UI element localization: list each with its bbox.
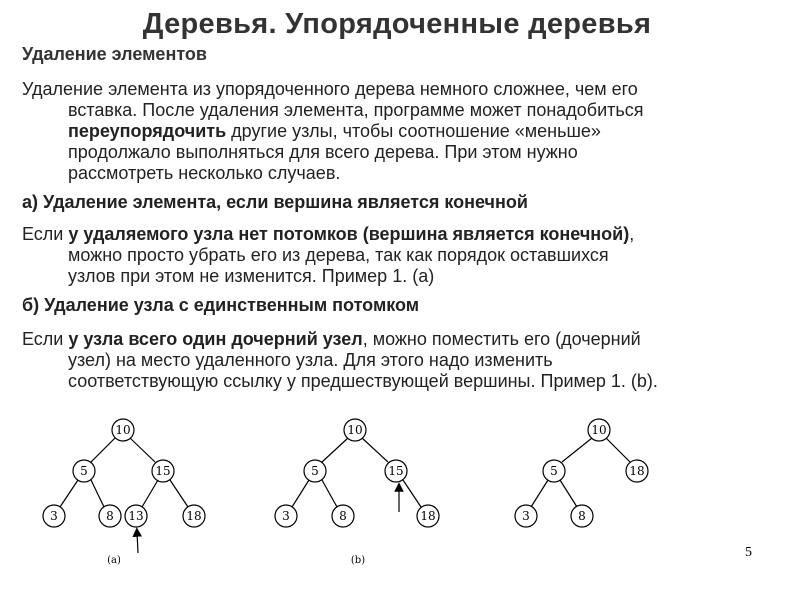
tree-node — [588, 419, 610, 441]
tree-node — [571, 505, 593, 527]
section-b-paragraph — [22, 329, 782, 392]
tree-node — [125, 505, 147, 527]
slide-subtitle: Удаление элементов — [22, 44, 207, 64]
section-a-line: узлов при этом не изменится. Пример 1. (а) — [68, 266, 435, 286]
svg-text:8: 8 — [106, 509, 114, 523]
tree-b-caption: (b) — [350, 555, 366, 566]
section-b-emphasis: у узла всего один дочерний узел — [68, 329, 363, 349]
intro-line: продолжало выполняться для всего дерева. При этом нужно — [68, 142, 578, 162]
intro-paragraph — [22, 79, 782, 184]
section-b-heading: б) Удаление узла с единственным потомком — [22, 295, 420, 315]
tree-node — [304, 460, 326, 482]
section-a-line: можно просто убрать его из дерева, так как порядок оставшихся — [68, 245, 609, 265]
tree-node — [543, 460, 565, 482]
tree-node — [515, 505, 537, 527]
tree-node — [385, 460, 407, 482]
svg-text:3: 3 — [282, 509, 290, 523]
tree-node — [43, 505, 65, 527]
svg-text:3: 3 — [522, 509, 530, 523]
svg-text:8: 8 — [339, 509, 347, 523]
tree-node — [344, 419, 366, 441]
page-number: 5 — [745, 545, 752, 560]
svg-text:18: 18 — [629, 464, 645, 478]
tree-a — [43, 419, 205, 566]
intro-line: рассмотреть несколько случаев. — [68, 163, 341, 183]
tree-figure — [0, 390, 794, 590]
tree-c — [515, 419, 648, 527]
intro-line: вставка. После удаления элемента, программе может понадобиться — [68, 100, 644, 120]
svg-text:8: 8 — [578, 509, 586, 523]
tree-node — [73, 460, 95, 482]
tree-node — [112, 419, 134, 441]
svg-text:5: 5 — [550, 464, 558, 478]
section-a-line: Если у удаляемого узла нет потомков (вершина является конечной), — [22, 224, 635, 244]
intro-line: переупорядочить другие узлы, чтобы соотношение «меньше» — [68, 121, 601, 141]
tree-node — [275, 505, 297, 527]
svg-text:10: 10 — [115, 423, 131, 437]
svg-text:18: 18 — [420, 509, 436, 523]
slide-title: Деревья. Упорядоченные деревья — [142, 8, 652, 40]
svg-text:3: 3 — [50, 509, 58, 523]
tree-node — [99, 505, 121, 527]
svg-text:10: 10 — [347, 423, 363, 437]
svg-text:18: 18 — [186, 509, 202, 523]
svg-text:10: 10 — [591, 423, 607, 437]
tree-b — [275, 419, 439, 566]
svg-text:5: 5 — [311, 464, 319, 478]
tree-node — [417, 505, 439, 527]
tree-a-caption: (a) — [107, 555, 121, 566]
section-a-emphasis: у удаляемого узла нет потомков (вершина является конечной) — [68, 224, 630, 244]
section-a-heading: а) Удаление элемента, если вершина является конечной — [22, 192, 528, 212]
svg-text:15: 15 — [388, 464, 404, 478]
svg-text:5: 5 — [80, 464, 88, 478]
section-a-paragraph — [22, 224, 782, 287]
intro-line: Удаление элемента из упорядоченного дерева немного сложнее, чем его — [22, 79, 638, 99]
svg-text:13: 13 — [128, 509, 144, 523]
intro-emphasis: переупорядочить — [68, 121, 227, 141]
section-b-line: узел) на место удаленного узла. Для этого надо изменить — [68, 350, 553, 370]
section-b-line: Если у узла всего один дочерний узел, можно поместить его (дочерний — [22, 329, 641, 349]
tree-node — [332, 505, 354, 527]
section-b-line: соответствующую ссылку у предшествующей вершины. Пример 1. (b). — [68, 371, 658, 391]
tree-node — [626, 460, 648, 482]
tree-node — [152, 460, 174, 482]
pointer-arrow — [137, 532, 138, 553]
svg-text:15: 15 — [155, 464, 171, 478]
tree-node — [183, 505, 205, 527]
